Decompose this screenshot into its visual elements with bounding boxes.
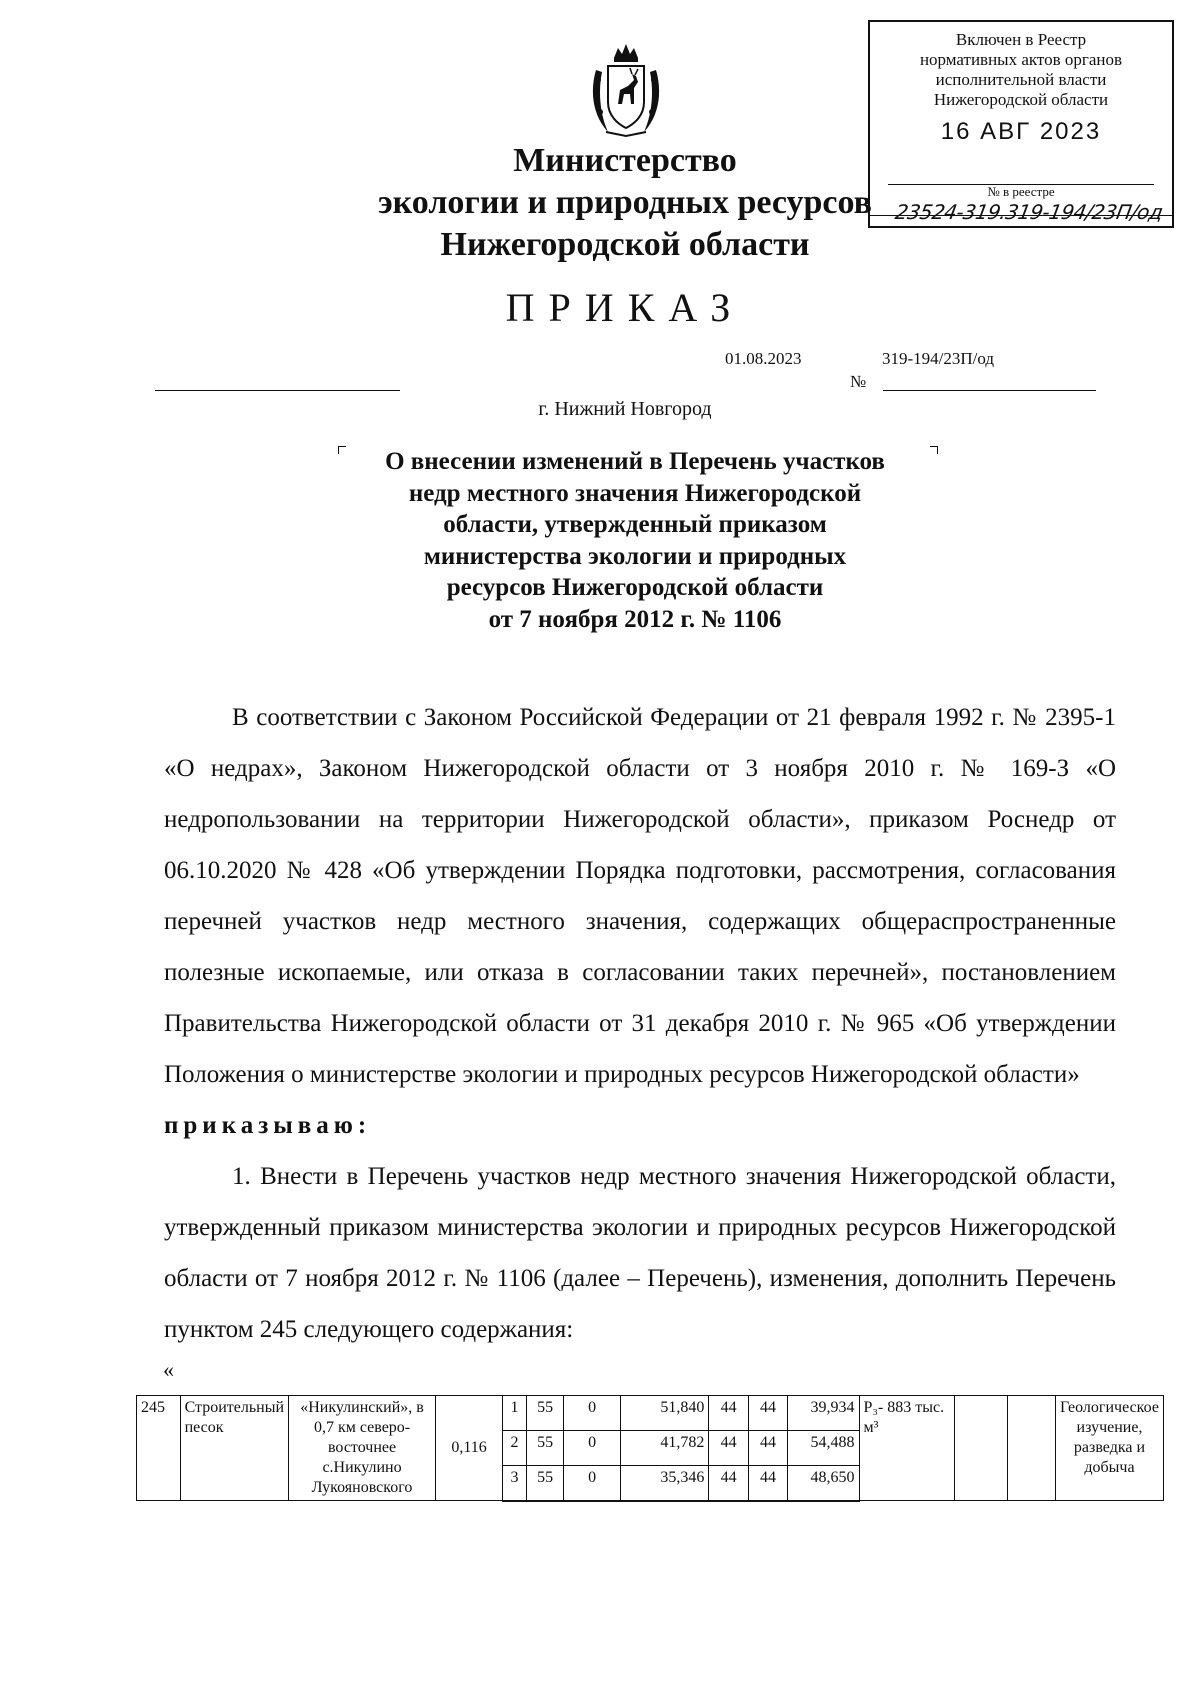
subsoil-sites-table (136, 1395, 1164, 1502)
stamp-date: 16 АВГ 2023 (940, 118, 1102, 145)
subject-line: О внесении изменений в Перечень участков (385, 448, 885, 475)
purpose-cell: Геологическое изучение, разведка и добыча (1055, 1396, 1163, 1501)
date-underline (155, 390, 400, 391)
lon-min-cell: 44 (748, 1430, 787, 1465)
open-quote: « (163, 1357, 174, 1382)
point-number-cell: 1 (503, 1396, 527, 1431)
point-number-cell: 3 (503, 1465, 527, 1500)
table-row (137, 1396, 1164, 1431)
ministry-name (300, 140, 950, 266)
empty-cell (955, 1396, 1007, 1501)
resources-cell: P₃- 883 тыс. м³ (859, 1396, 955, 1501)
order-subject (320, 446, 950, 635)
order-number-sign: № (850, 372, 867, 391)
stamp-number-underline (870, 215, 1172, 216)
lat-deg-cell: 55 (526, 1430, 564, 1465)
lon-deg-cell: 44 (709, 1430, 748, 1465)
subject-line: области, утвержденный приказом (443, 511, 827, 538)
order-city: г. Нижний Новгород (538, 398, 712, 420)
item-1-paragraph: 1. Внести в Перечень участков недр местного значения Нижегородской области, утвержденный приказом министерства экологии и природных ресурсов Нижегородской области от 7 ноября 2012 г. № 1106 (далее – Перечень), изменения, дополнить Перечень пунктом 245 следующего содержания: (164, 1163, 1116, 1343)
lon-sec-cell: 54,488 (788, 1430, 859, 1465)
lon-min-cell: 44 (748, 1396, 787, 1431)
lat-deg-cell: 55 (526, 1465, 564, 1500)
area-cell: 0,116 (436, 1396, 503, 1501)
ministry-line-3: Нижегородской области (440, 226, 810, 263)
lon-deg-cell: 44 (709, 1396, 748, 1431)
mineral-cell: Строительный песок (180, 1396, 288, 1501)
lon-sec-cell: 48,650 (788, 1465, 859, 1500)
order-word: приказываю: (164, 1112, 372, 1139)
order-number: 319-194/23П/од (882, 349, 995, 368)
document-type-title: ПРИКАЗ (505, 285, 745, 330)
lat-min-cell: 0 (564, 1430, 620, 1465)
stamp-line-1: Включен в Реестр (955, 30, 1087, 49)
lon-min-cell: 44 (748, 1465, 787, 1500)
point-number-cell: 2 (503, 1430, 527, 1465)
lat-min-cell: 0 (564, 1465, 620, 1500)
preamble-paragraph: В соответствии с Законом Российской Федерации от 21 февраля 1992 г. № 2395-1 «О недрах», Законом Нижегородской области от 3 ноября 2010 г. № 169-З «О недропользовании на территории Нижегородской области», приказом Роснедр от 06.10.2020 № 428 «Об утверждении Порядка подготовки, рассмотрения, согласования перечней участков недр местного значения, содержащих общераспространенные полезные ископаемые, или отказа в согласовании таких перечней», постановлением Правительства Нижегородской области от 31 декабря 2010 г. № 965 «Об утверждении Положения о министерстве экологии и природных ресурсов Нижегородской области» (164, 704, 1116, 1088)
empty-cell (1007, 1396, 1055, 1501)
stamp-line-3: исполнительной власти (935, 70, 1107, 89)
stamp-number-handwritten: 23524-319.319-194/23П/од (893, 200, 1165, 224)
lat-sec-cell: 35,346 (620, 1465, 709, 1500)
lat-deg-cell: 55 (526, 1396, 564, 1431)
site-cell: «Никулинский», в 0,7 км северо-восточнее с.Никулино Лукояновского (289, 1396, 436, 1501)
lon-sec-cell: 39,934 (788, 1396, 859, 1431)
stamp-line-2: нормативных актов органов (919, 50, 1123, 69)
lat-sec-cell: 41,782 (620, 1430, 709, 1465)
subject-line: недр местного значения Нижегородской (408, 479, 862, 507)
subject-line: ресурсов Нижегородской области (446, 574, 824, 601)
order-date: 01.08.2023 (725, 349, 802, 368)
stamp-number-label: № в реестре (987, 184, 1055, 199)
ministry-line-2: экологии и природных ресурсов (377, 184, 873, 221)
lon-deg-cell: 44 (709, 1465, 748, 1500)
ministry-line-1: Министерство (513, 142, 737, 179)
lat-sec-cell: 51,840 (620, 1396, 709, 1431)
item-number-cell: 245 (137, 1396, 181, 1501)
order-body (164, 692, 1116, 1355)
subject-line: министерства экологии и природных (423, 542, 847, 570)
subject-line: от 7 ноября 2012 г. № 1106 (488, 605, 782, 633)
registry-stamp (868, 20, 1174, 228)
stamp-line-4: Нижегородской области (933, 90, 1109, 109)
lat-min-cell: 0 (564, 1396, 620, 1431)
coat-of-arms-icon (588, 40, 664, 140)
number-underline (883, 390, 1096, 391)
